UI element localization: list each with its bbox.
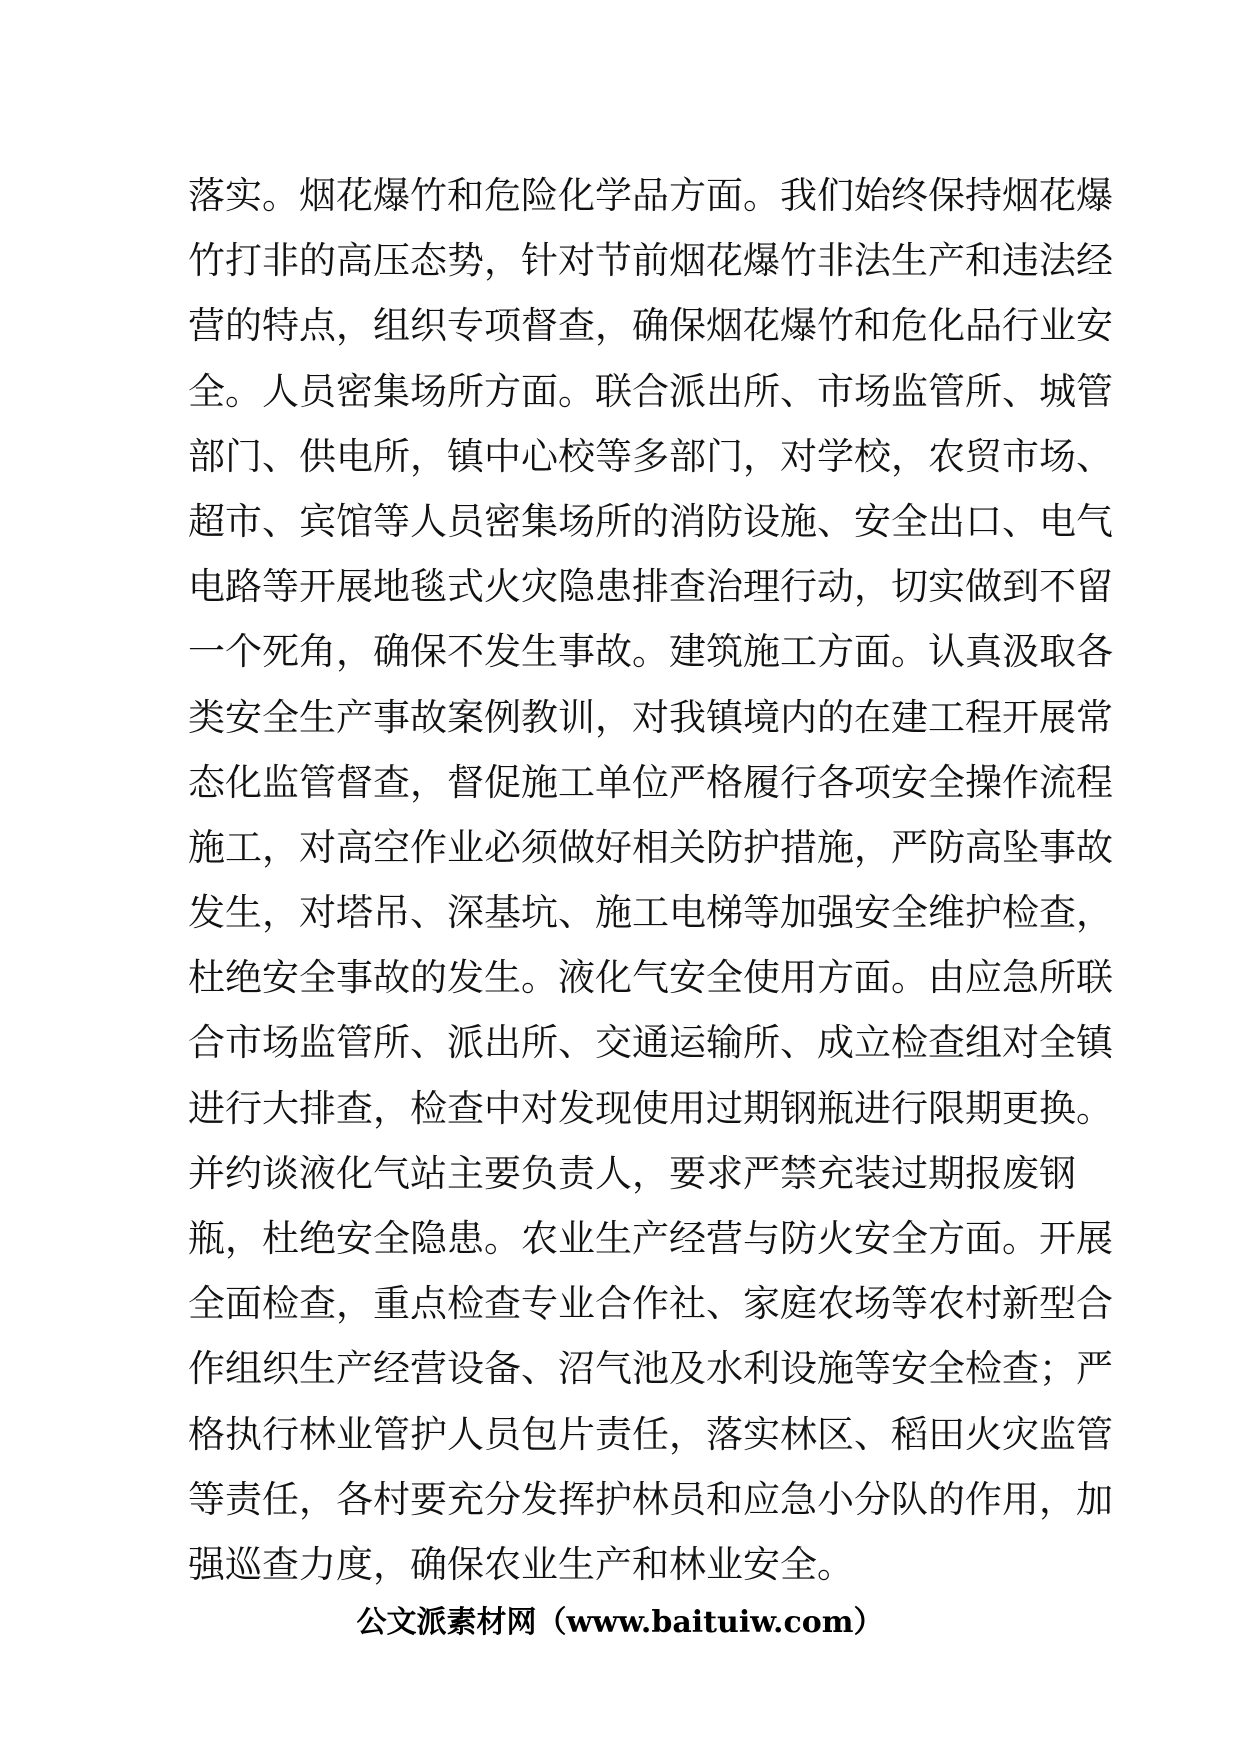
text-line: 营的特点，组织专项督查，确保烟花爆竹和危化品行业安	[188, 304, 1113, 348]
text-line: 进行大排查，检查中对发现使用过期钢瓶进行限期更换。	[188, 1086, 1113, 1130]
text-line: 发生，对塔吊、深基坑、施工电梯等加强安全维护检查，	[188, 891, 1113, 935]
text-line: 等责任，各村要充分发挥护林员和应急小分队的作用，加	[188, 1477, 1113, 1521]
text-line: 全。人员密集场所方面。联合派出所、市场监管所、城管	[188, 369, 1113, 413]
text-line: 杜绝安全事故的发生。液化气安全使用方面。由应急所联	[188, 956, 1113, 1000]
text-line: 瓶，杜绝安全隐患。农业生产经营与防火安全方面。开展	[188, 1217, 1113, 1260]
text-line: 超市、宾馆等人员密集场所的消防设施、安全出口、电气	[188, 499, 1113, 543]
text-line-last: 强巡查力度，确保农业生产和林业安全。	[188, 1542, 854, 1586]
text-line: 合市场监管所、派出所、交通运输所、成立检查组对全镇	[188, 1021, 1113, 1065]
text-line: 格执行林业管护人员包片责任，落实林区、稻田火灾监管	[188, 1412, 1113, 1456]
text-line: 施工，对高空作业必须做好相关防护措施，严防高坠事故	[188, 825, 1113, 869]
text-line: 全面检查，重点检查专业合作社、家庭农场等农村新型合	[188, 1282, 1113, 1326]
text-line: 落实。烟花爆竹和危险化学品方面。我们始终保持烟花爆	[188, 174, 1113, 217]
footer-watermark: 公文派素材网（www.baituiw.com）	[356, 1605, 884, 1640]
text-line: 类安全生产事故案例教训，对我镇境内的在建工程开展常	[188, 695, 1113, 739]
text-line: 部门、供电所，镇中心校等多部门，对学校，农贸市场、	[188, 434, 1113, 478]
text-line: 态化监管督查，督促施工单位严格履行各项安全操作流程	[188, 760, 1113, 804]
text-line: 竹打非的高压态势，针对节前烟花爆竹非法生产和违法经	[188, 239, 1113, 283]
text-line: 电路等开展地毯式火灾隐患排查治理行动，切实做到不留	[188, 565, 1113, 609]
text-line: 并约谈液化气站主要负责人，要求严禁充装过期报废钢	[188, 1151, 1076, 1195]
text-line: 作组织生产经营设备、沼气池及水利设施等安全检查；严	[188, 1347, 1113, 1391]
text-line: 一个死角，确保不发生事故。建筑施工方面。认真汲取各	[188, 630, 1113, 674]
body-paragraph	[188, 163, 1113, 1597]
